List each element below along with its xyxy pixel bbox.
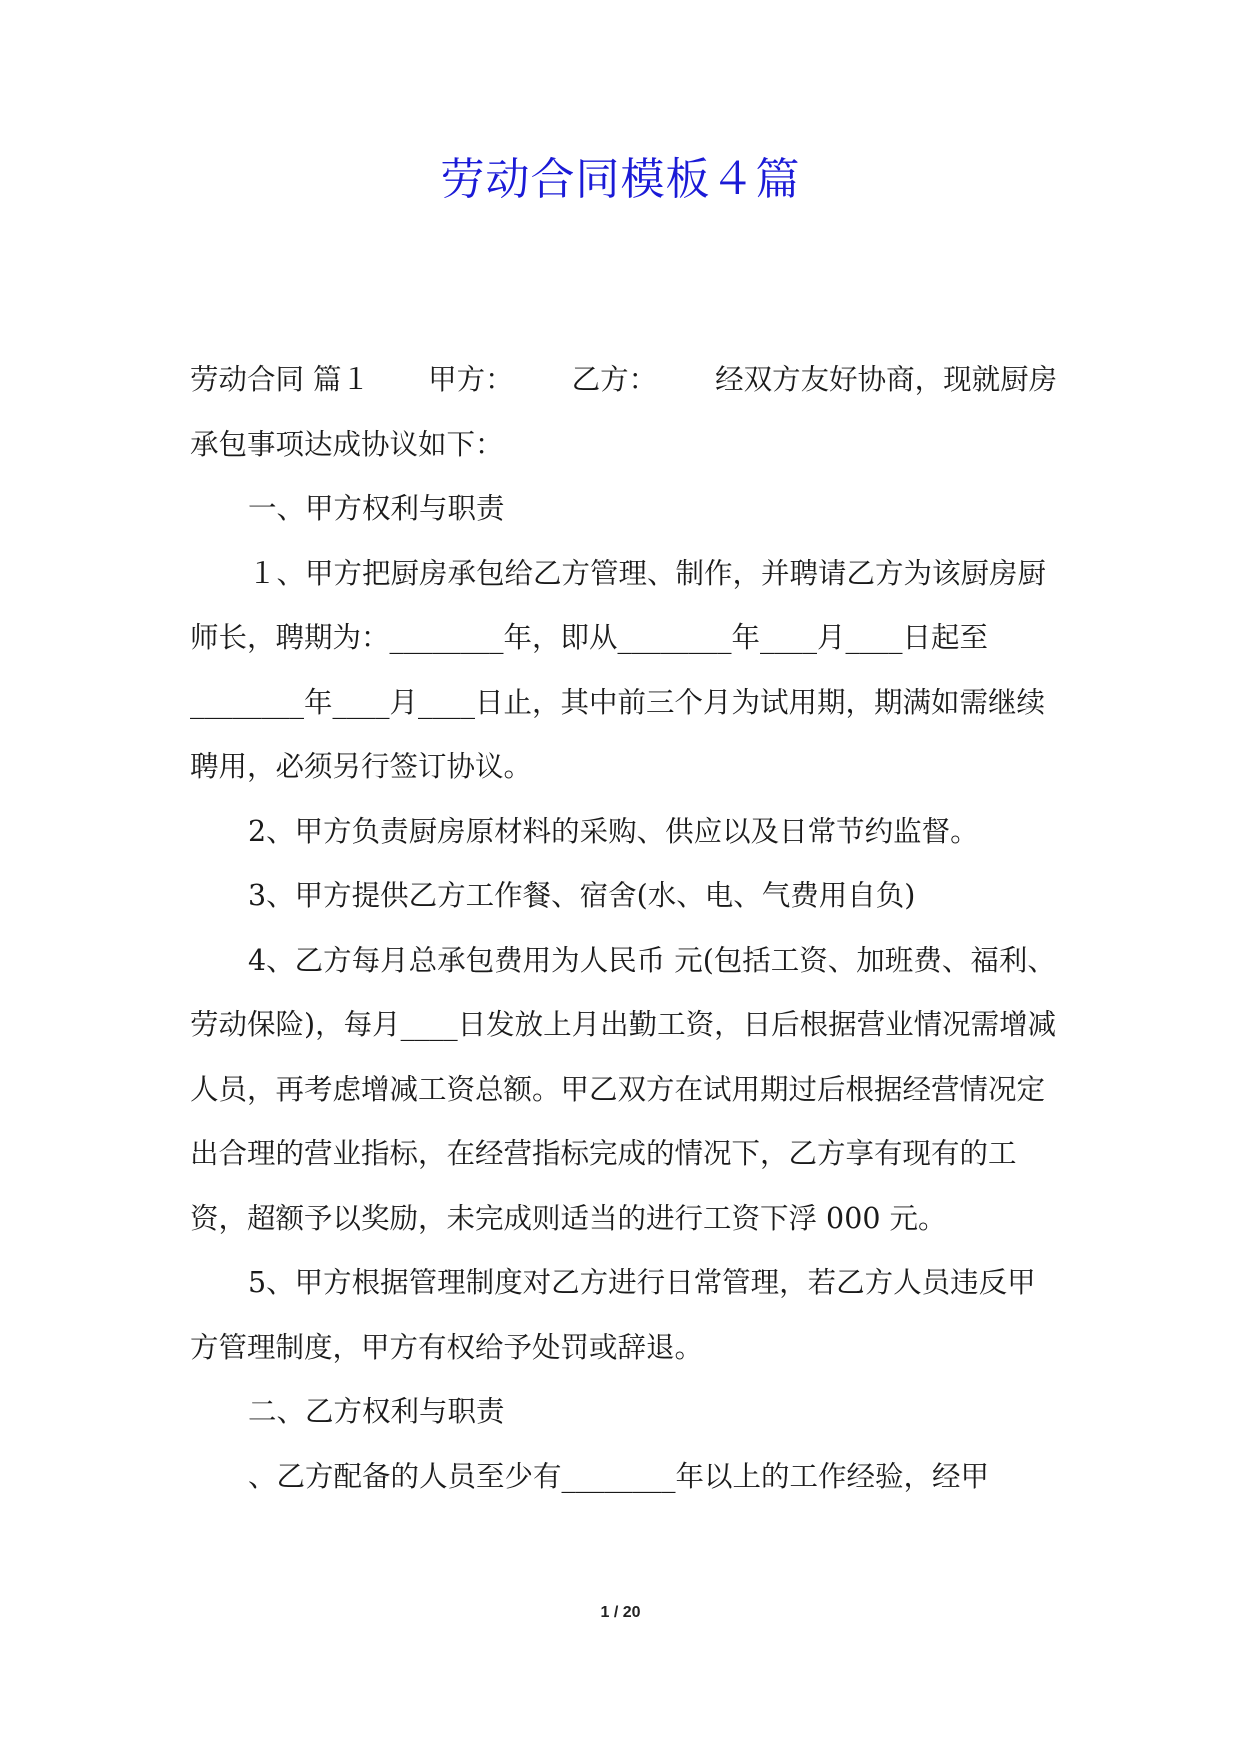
clause-paragraph: 、乙方配备的人员至少有________年以上的工作经验，经甲: [248, 1459, 990, 1493]
header-paragraph: [190, 348, 1060, 477]
contract-label: 劳动合同 篇１: [190, 363, 371, 396]
clause-paragraph: １、甲方把厨房承包给乙方管理、制作，并聘请乙方为该厨房厨师长，聘期为：________年，即从________年____月____日起至________年____月____日止，其中前三个月为试用期，期满如需继续聘用，必须另行签订协议。: [190, 556, 1047, 783]
clause-paragraph: 3、甲方提供乙方工作餐、宿舍(水、电、气费用自负): [248, 879, 916, 912]
page-number: 1 / 20: [600, 1604, 641, 1621]
document-body: [190, 348, 1060, 1509]
party-a-label: 甲方：: [428, 363, 514, 396]
intro-text: 经双方友好协商，现就厨房承包事项达成协议如下：: [190, 363, 1058, 461]
clause-paragraph: 5、甲方根据管理制度对乙方进行日常管理，若乙方人员违反甲方管理制度，甲方有权给予处罚或辞退。: [190, 1266, 1036, 1364]
section-heading: 一、甲方权利与职责: [248, 492, 505, 525]
document-title: 劳动合同模板４篇: [440, 154, 801, 205]
clause-paragraph: 2、甲方负责厨房原材料的采购、供应以及日常节约监督。: [248, 814, 979, 848]
party-b-label: 乙方：: [571, 363, 658, 396]
clause-paragraph: 4、乙方每月总承包费用为人民币 元(包括工资、加班费、福利、劳动保险)，每月____日发放上月出勤工资，日后根据营业情况需增减人员，再考虑增减工资总额。甲乙双方在试用期过后根据经营情况定出合理的营业指标，在经营指标完成的情况下，乙方享有现有的工资，超额予以奖励，未完成则适当的进行工资下浮 000 元。: [190, 943, 1057, 1235]
section-heading: 二、乙方权利与职责: [248, 1395, 505, 1428]
